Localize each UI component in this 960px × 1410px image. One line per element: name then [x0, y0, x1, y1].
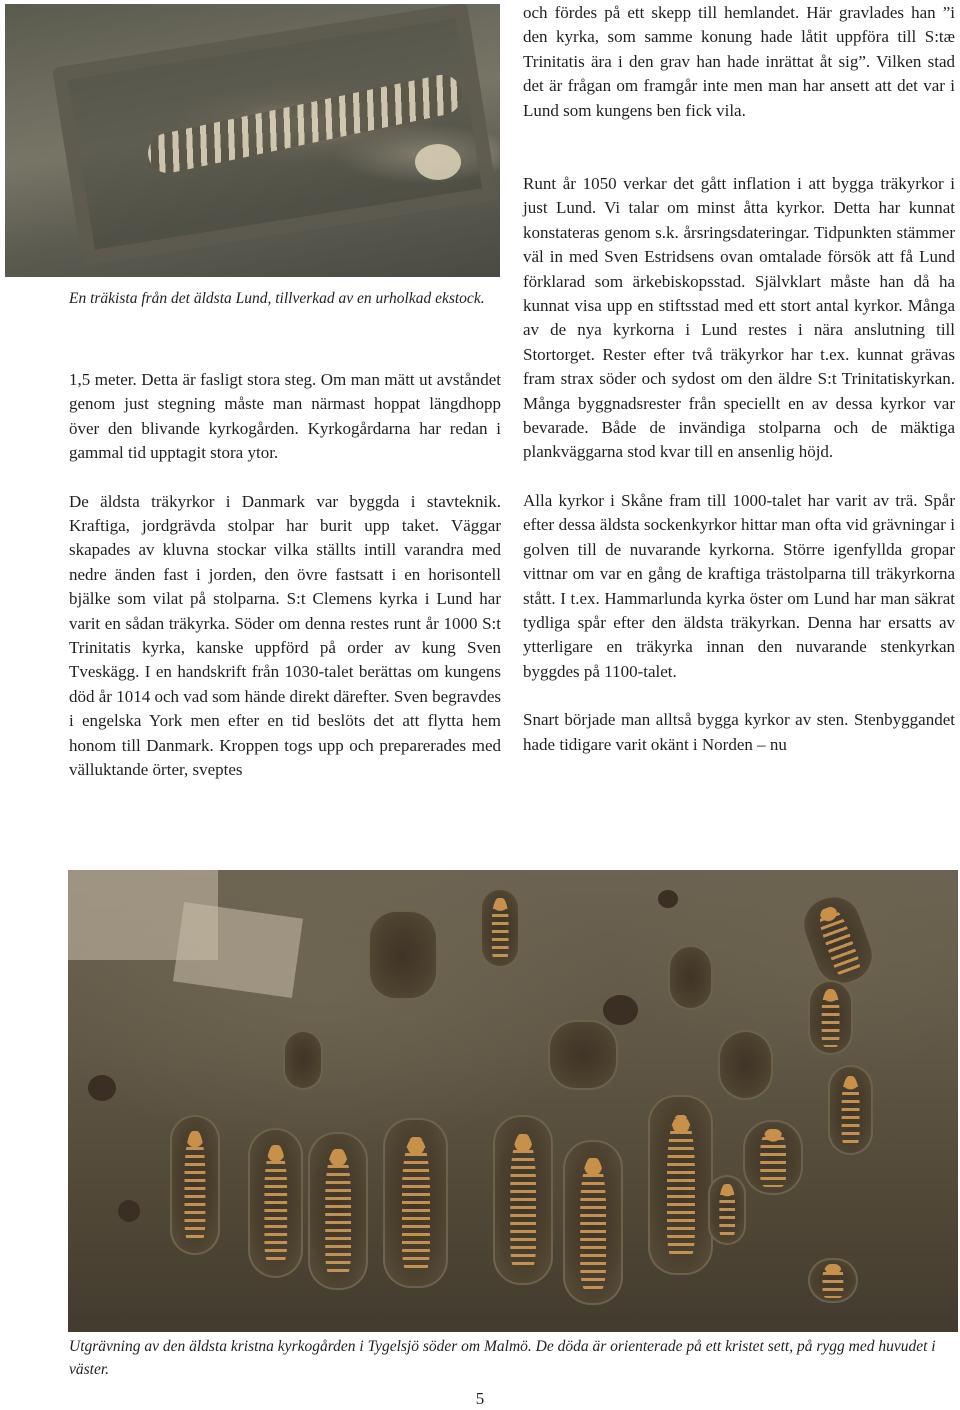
- right-paragraph-2: Alla kyrkor i Skåne fram till 1000-talet har varit av trä. Spår efter dessa äldsta sockenkyrkor hittar man ofta vid grävningar i golven till de nuvarande kyrkorna. Större igenfyllda gropar vittnar om var en gång de kraftiga trästolparna till träkyrkorna stått. I t.ex. Hammarlunda kyrka öster om Lund har man säkrat tydliga spår efter den äldsta träkyrkan. Denna har ersatts av ytterligare en träkyrka innan den nuvarande stenkyrkan byggdes på 1100-talet.: [523, 490, 955, 681]
- skeleton: [719, 1184, 735, 1238]
- grave: [383, 1118, 448, 1288]
- skeleton: [822, 1264, 843, 1298]
- grave: [248, 1128, 303, 1278]
- post-hole: [658, 890, 678, 908]
- skeleton: [325, 1149, 351, 1275]
- skeleton: [580, 1158, 606, 1290]
- right-paragraph-continued: och fördes på ett skepp till hemlandet. Här gravlades han ”i den kyrka, som samme konung hade låtit uppföra till S:tæ Trinitatis ära i den grav han hade inrättat åt sig”. Vilken stad det är frågan om framgår inte men man har ansett att det var i Lund som kungens ben fick vila.: [523, 3, 955, 120]
- excavation-photo-caption: Utgrävning av den äldsta kristna kyrkogården i Tygelsjö söder om Malmö. De döda är orienterade på ett kristet sett, på rygg med huvudet i väster.: [69, 1338, 936, 1378]
- page-number: 5: [475, 1389, 485, 1408]
- skeleton: [841, 1076, 860, 1147]
- left-paragraph-1: 1,5 meter. Detta är fasligt stora steg. Om man mätt ut avståndet genom just stegning måste man närmast hoppat längdhopp över den blivande kyrkogården. Kyrkogårdarna har redan i gammal tid upptagit stora ytor.: [69, 370, 501, 463]
- grave: [743, 1120, 803, 1195]
- grave: [493, 1115, 553, 1285]
- skeleton: [760, 1129, 786, 1187]
- grave: [368, 910, 438, 1000]
- grave: [708, 1175, 746, 1245]
- skeleton: [821, 989, 840, 1047]
- right-paragraph-1: Runt år 1050 verkar det gått inflation i att bygga träkyrkor i just Lund. Vi talar om minst åtta kyrkor. Detta har kunnat konstateras genom s.k. årsringsdateringar. Tidpunkten stämmer väl in med Sven Estridsens ovan omtalade försök att få Lund förklarad som ärkebiskopsstad. Självklart måste han då ha kunnat visa upp en stiftsstad med ett stort antal kyrkor. Många av de nya kyrkorna i Lund restes i nära anslutning till Stortorget. Rester efter två träkyrkor har t.ex. kunnat grävas fram strax söder och sydost om den äldre S:t Trinitatiskyrkan. Många byggnadsrester från speciellt en av dessa kyrkor var bevarade. Både de invändiga stolparna och de mäktiga plankväggarna stod kvar till en ansenlig höjd.: [523, 174, 955, 462]
- grave: [794, 887, 881, 992]
- post-hole: [603, 995, 638, 1025]
- grave: [548, 1020, 618, 1090]
- grave: [648, 1095, 713, 1275]
- right-paragraph-3: Snart började man alltså bygga kyrkor av sten. Stenbyggandet hade tidigare varit okänt i Norden – nu: [523, 710, 955, 754]
- left-paragraph-2: De äldsta träkyrkor i Danmark var byggda i stavteknik. Kraftiga, jordgrävda stolpar har burit upp taket. Väggar skapades av kluvna stockar vilka ställts intill varandra med nedre änden fast i jorden, den övre fastsatt i en horisontell bjälke som vilat på stolparna. S:t Clemens kyrka i Lund har varit en sådan träkyrka. Söder om denna restes runt år 1000 S:t Trinitatis kyrka, kanske uppförd på order av kung Sven Tveskägg. I en handskrift från 1030-talet berättas om kungens död år 1014 och vad som hände direkt därefter. Sven begravdes i engelska York men efter en tid beslöts det att flytta hem honom till Danmark. Kroppen togs upp och preparerades med välluktande örter, sveptes: [69, 491, 501, 780]
- right-column-top: [523, 1, 955, 123]
- skull-shape: [415, 144, 461, 180]
- skeleton: [666, 1115, 694, 1259]
- grave: [170, 1115, 220, 1255]
- skeleton: [264, 1145, 287, 1265]
- grave: [828, 1065, 873, 1155]
- left-column: [69, 368, 501, 783]
- grave: [480, 888, 520, 968]
- grave: [283, 1030, 323, 1090]
- post-hole: [118, 1200, 140, 1222]
- coffin-photo-caption: En träkista från det äldsta Lund, tillverkad av en urholkad ekstock.: [69, 290, 485, 307]
- stone-slab: [173, 902, 303, 998]
- grave: [563, 1140, 623, 1305]
- skeleton: [492, 898, 509, 960]
- right-column: [523, 172, 955, 757]
- skeleton: [401, 1137, 429, 1273]
- excavation-photo: [68, 870, 958, 1332]
- grave: [718, 1030, 773, 1100]
- post-hole: [88, 1075, 116, 1101]
- coffin-photo: [5, 4, 500, 277]
- grave: [668, 945, 713, 1010]
- grave: [808, 1258, 858, 1303]
- grave: [808, 980, 853, 1055]
- skeleton: [814, 903, 862, 978]
- grave: [308, 1132, 368, 1290]
- skeleton: [184, 1131, 205, 1243]
- skeleton: [510, 1134, 536, 1270]
